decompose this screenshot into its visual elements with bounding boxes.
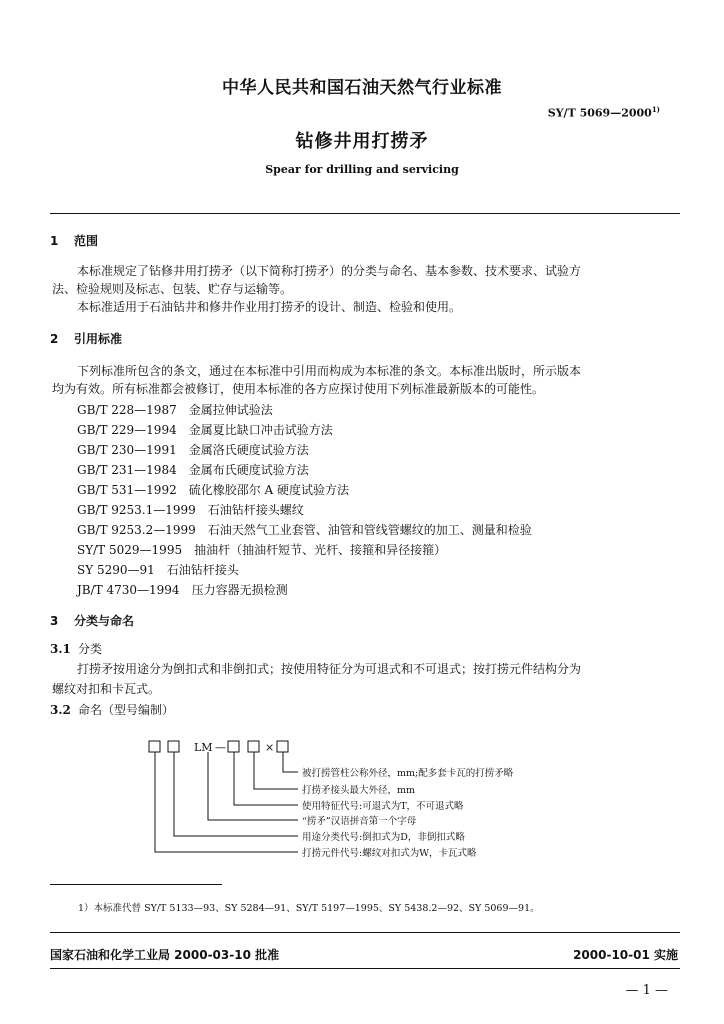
reference-item: GB/T 228—1987 金属拉伸试验法 <box>77 403 273 417</box>
reference-item: GB/T 229—1994 金属夏比缺口冲击试验方法 <box>77 423 333 437</box>
subsection-3-2-number: 3.2 <box>50 703 71 717</box>
section-1-paragraph-1-line-2: 法、检验规则及标志、包装、贮存与运输等。 <box>52 282 293 296</box>
tube-diameter-box <box>277 741 288 752</box>
section-3-number: 3 <box>50 614 59 628</box>
subsection-3-1-number: 3.1 <box>50 642 71 656</box>
designation-letters: LM <box>194 741 213 754</box>
footnote-divider <box>50 884 222 885</box>
reference-item: GB/T 9253.2—1999 石油天然气工业套管、油管和管线管螺纹的加工、测量和检验 <box>77 523 532 537</box>
diagram-label: “捞矛”汉语拼音第一个字母 <box>302 816 417 827</box>
section-2-paragraph-line-1: 下列标准所包含的条文，通过在本标准中引用而构成为本标准的条文。本标准出版时，所示版本 <box>77 364 582 378</box>
element-code-box <box>149 741 160 752</box>
leader-line-6 <box>155 752 298 852</box>
subsection-3-1-title: 分类 <box>78 642 103 656</box>
approval-date: 国家石油和化学工业局 2000-03-10 批准 <box>50 948 280 962</box>
document-title-en: Spear for drilling and servicing <box>265 163 459 176</box>
implementation-date: 2000-10-01 实施 <box>573 948 678 962</box>
diagram-label: 使用特征代号:可退式为T，不可退式略 <box>302 801 464 812</box>
diagram-label: 用途分类代号:倒扣式为D，非倒扣式略 <box>302 832 465 843</box>
leader-line-1 <box>283 752 298 772</box>
diagram-label: 打捞矛接头最大外径，mm <box>302 785 416 796</box>
section-2-number: 2 <box>50 332 59 346</box>
subsection-3-2-title: 命名（型号编制） <box>78 703 175 717</box>
leader-line-5 <box>174 752 298 836</box>
reference-item: GB/T 9253.1—1999 石油钻杆接头螺纹 <box>77 503 304 517</box>
footer-bottom-divider <box>50 968 680 969</box>
designation-times-sign: × <box>265 741 275 754</box>
section-1-paragraph-1-line-1: 本标准规定了钻修井用打捞矛（以下简称打捞矛）的分类与命名、基本参数、技术要求、试验方 <box>77 264 582 278</box>
diagram-label: 打捞元件代号:螺纹对扣式为W，卡瓦式略 <box>302 848 477 859</box>
reference-item: SY 5290—91 石油钻杆接头 <box>77 563 239 577</box>
section-2-title: 引用标准 <box>74 332 123 346</box>
joint-diameter-box <box>248 741 259 752</box>
page-number: — 1 — <box>625 983 668 998</box>
section-1-number: 1 <box>50 234 59 248</box>
reference-item: GB/T 231—1984 金属布氏硬度试验方法 <box>77 463 309 477</box>
section-1-title: 范围 <box>74 234 99 248</box>
feature-code-box <box>228 741 239 752</box>
usage-code-box <box>168 741 179 752</box>
subsection-3-1-paragraph-line-1: 打捞矛按用途分为倒扣式和非倒扣式；按使用特征分为可退式和不可退式；按打捞元件结构分为 <box>77 662 582 676</box>
footnote: 1）本标准代替 SY/T 5133—93、SY 5284—91、SY/T 5197—1995、SY 5438.2—92、SY 5069—91。 <box>78 903 540 914</box>
standard-category-heading: 中华人民共和国石油天然气行业标准 <box>222 78 502 98</box>
reference-item: GB/T 230—1991 金属洛氏硬度试验方法 <box>77 443 309 457</box>
designation-dash: — <box>215 741 226 754</box>
section-2-paragraph-line-2: 均为有效。所有标准都会被修订，使用本标准的各方应探讨使用下列标准最新版本的可能性。 <box>52 382 545 396</box>
leader-line-4 <box>208 752 298 820</box>
leader-line-2 <box>254 752 298 789</box>
diagram-label: 被打捞管柱公称外径，mm;配多套卡瓦的打捞矛略 <box>302 768 514 779</box>
standard-code-footnote-mark: 1) <box>651 105 660 114</box>
reference-item: SY/T 5029—1995 抽油杆（抽油杆短节、光杆、接箍和异径接箍） <box>77 543 447 557</box>
document-title-zh: 钻修井用打捞矛 <box>295 131 429 152</box>
subsection-3-1-paragraph-line-2: 螺纹对扣和卡瓦式。 <box>52 682 161 696</box>
reference-item: JB/T 4730—1994 压力容器无损检测 <box>77 583 288 597</box>
section-1-paragraph-2: 本标准适用于石油钻井和修井作业用打捞矛的设计、制造、检验和使用。 <box>77 300 462 314</box>
section-3-title: 分类与命名 <box>74 614 135 628</box>
standard-code-text: SY/T 5069—2000 <box>547 106 652 120</box>
leader-line-3 <box>234 752 298 805</box>
footer-divider <box>50 932 680 933</box>
reference-item: GB/T 531—1992 硫化橡胶邵尔 A 硬度试验方法 <box>77 483 350 497</box>
